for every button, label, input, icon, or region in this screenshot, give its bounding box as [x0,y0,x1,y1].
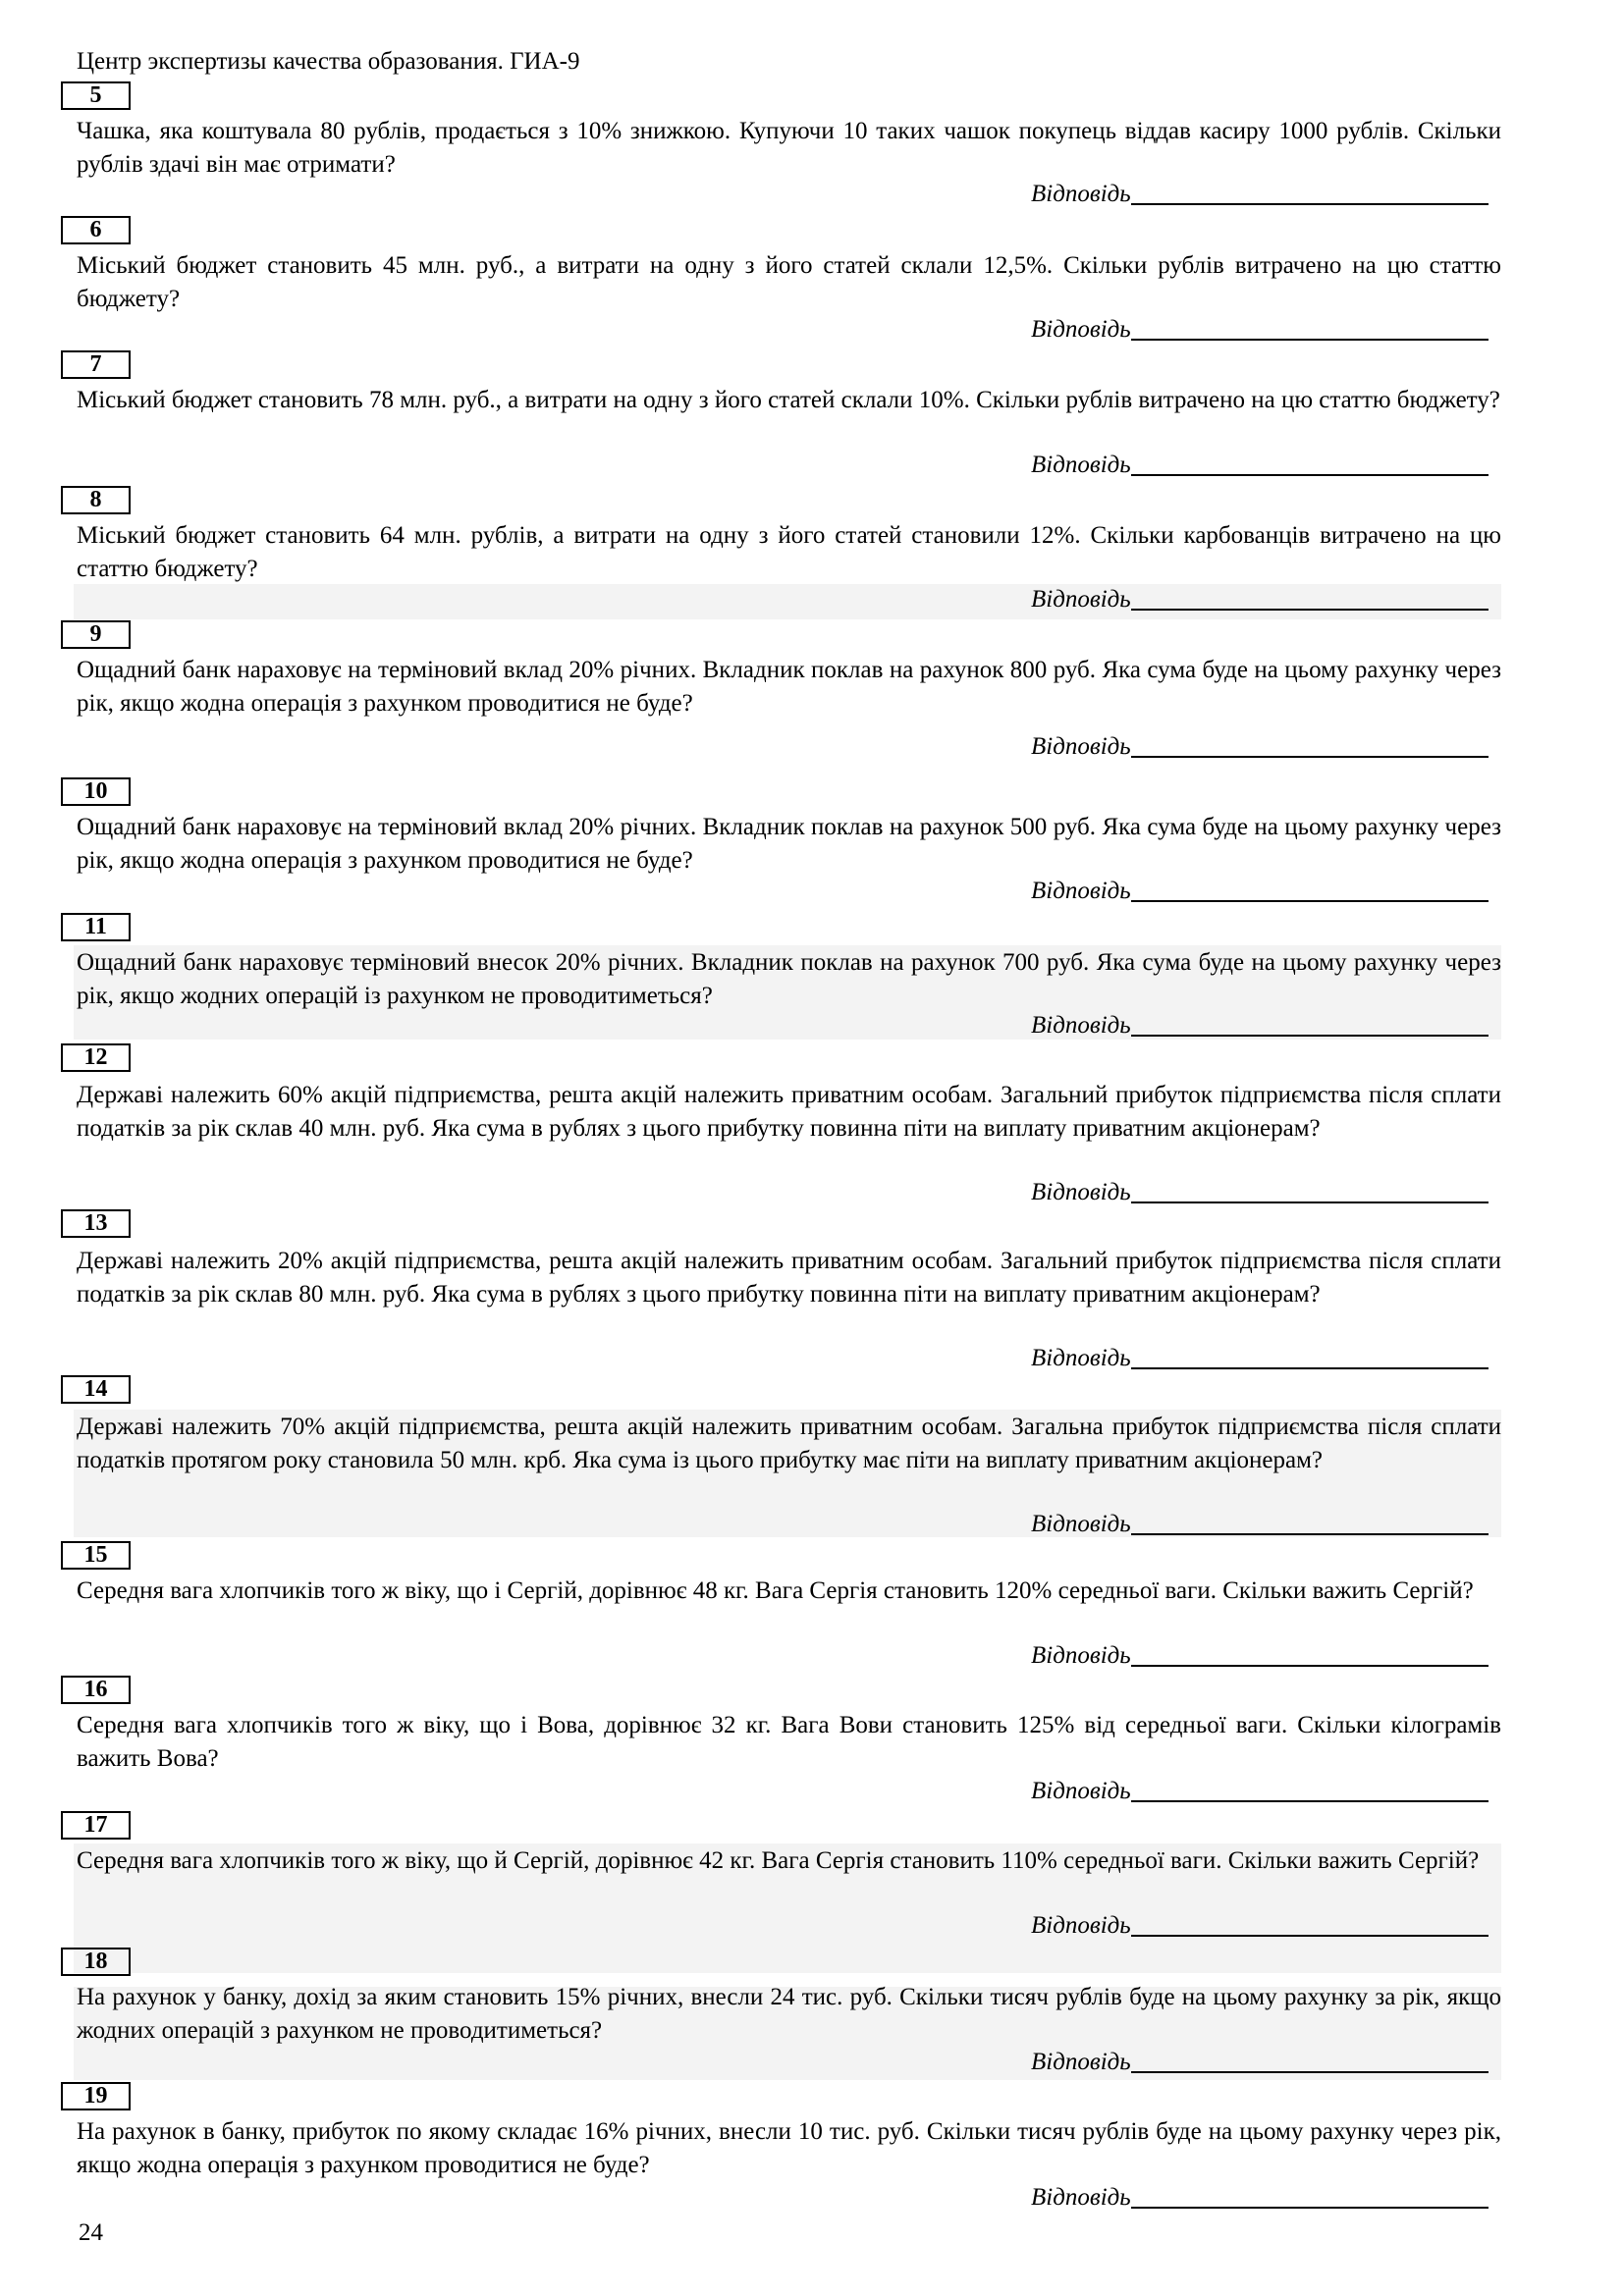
answer-field[interactable] [1031,1912,1489,1940]
answer-line[interactable] [1131,2071,1489,2073]
question-text: Міський бюджет становить 45 млн. руб., а витрати на одну з його статей склали 12,5%. Скільки рублів витрачено на цю статтю бюджету? [77,252,1501,312]
question-text: Державі належить 60% акцій підприємства, решта акцій належить приватним особам. Загальний прибуток підприємства після сплати податків за рік склав 40 млн. руб. Яка сума в рублях з цього прибутку повинна піти на виплату приватним акціонерам? [77,1082,1501,1142]
answer-line[interactable] [1131,900,1489,902]
question-number-box: 6 [61,216,131,244]
answer-line[interactable] [1131,1367,1489,1369]
question-number-box: 13 [61,1209,131,1238]
answer-label: Відповідь [1031,181,1131,207]
answer-label: Відповідь [1031,1778,1131,1804]
question-text: На рахунок у банку, дохід за яким становить 15% річних, внесли 24 тис. руб. Скільки тисяч рублів буде на цьому рахунку за рік, якщо жодних операцій з рахунком не проводитиметься? [77,1984,1501,2044]
question-number-box: 12 [61,1043,131,1072]
question-number-box: 10 [61,777,131,806]
answer-field[interactable] [1031,1345,1489,1372]
answer-field[interactable] [1031,181,1489,208]
answer-label: Відповідь [1031,1012,1131,1039]
answer-label: Відповідь [1031,452,1131,478]
answer-line[interactable] [1131,1035,1489,1037]
answer-label: Відповідь [1031,878,1131,904]
answer-label: Відповідь [1031,1345,1131,1371]
answer-field[interactable] [1031,316,1489,344]
answer-field[interactable] [1031,1179,1489,1206]
answer-line[interactable] [1131,1201,1489,1203]
question-text: Міський бюджет становить 64 млн. рублів, а витрати на одну з його статей становили 12%. Скільки карбованців витрачено на цю статтю бюджету? [77,522,1501,582]
answer-field[interactable] [1031,1012,1489,1040]
answer-label: Відповідь [1031,1912,1131,1939]
question-text: Середня вага хлопчиків того ж віку, що й Сергій, дорівнює 42 кг. Вага Сергія становить 110% середньої ваги. Скільки важить Сергій? [77,1847,1480,1874]
document-header: Центр экспертизы качества образования. ГИА-9 [77,48,580,75]
question-number-box: 14 [61,1375,131,1404]
answer-line[interactable] [1131,1665,1489,1667]
answer-field[interactable] [1031,586,1489,614]
question-text: Державі належить 20% акцій підприємства, решта акцій належить приватним особам. Загальний прибуток підприємства після сплати податків за рік склав 80 млн. руб. Яка сума в рублях з цього прибутку повинна піти на виплату приватним акціонерам? [77,1248,1501,1308]
answer-line[interactable] [1131,339,1489,341]
answer-label: Відповідь [1031,733,1131,760]
answer-field[interactable] [1031,1778,1489,1805]
answer-field[interactable] [1031,452,1489,479]
answer-field[interactable] [1031,2184,1489,2212]
answer-line[interactable] [1131,756,1489,758]
question-text: На рахунок в банку, прибуток по якому складає 16% річних, внесли 10 тис. руб. Скільки тисяч рублів буде на цьому рахунку через рік, якщо жодна операція з рахунком проводитися не буде? [77,2118,1501,2178]
answer-line[interactable] [1131,203,1489,205]
answer-line[interactable] [1131,2207,1489,2209]
answer-label: Відповідь [1031,2049,1131,2075]
question-number-box: 7 [61,350,131,379]
question-number-box: 17 [61,1811,131,1840]
answer-field[interactable] [1031,733,1489,761]
question-number-box: 5 [61,81,131,110]
question-text: Середня вага хлопчиків того ж віку, що і Сергій, дорівнює 48 кг. Вага Сергія становить 120% середньої ваги. Скільки важить Сергій? [77,1577,1474,1604]
question-number-box: 15 [61,1541,131,1570]
page-number: 24 [79,2219,103,2246]
question-text: Ощадний банк нараховує терміновий внесок 20% річних. Вкладник поклав на рахунок 700 руб. Яка сума буде на цьому рахунку через рік, якщо жодних операцій із рахунком не проводитиметься? [77,949,1501,1009]
question-text: Ощадний банк нараховує на терміновий вклад 20% річних. Вкладник поклав на рахунок 500 руб. Яка сума буде на цьому рахунку через рік, якщо жодна операція з рахунком проводитися не буде? [77,814,1501,874]
question-number-box: 19 [61,2082,131,2110]
answer-line[interactable] [1131,1935,1489,1937]
question-number-box: 18 [61,1948,131,1976]
answer-field[interactable] [1031,2049,1489,2076]
question-number-box: 11 [61,913,131,941]
answer-label: Відповідь [1031,1179,1131,1205]
answer-line[interactable] [1131,609,1489,611]
question-number-box: 9 [61,620,131,649]
question-number-box: 8 [61,486,131,514]
question-text: Чашка, яка коштувала 80 рублів, продається з 10% знижкою. Купуючи 10 таких чашок покупець віддав касиру 1000 рублів. Скільки рублів здачі він має отримати? [77,118,1501,178]
question-text: Державі належить 70% акцій підприємства, решта акцій належить приватним особам. Загальна прибуток підприємства після сплати податків протягом року становила 50 млн. крб. Яка сума із цього прибутку має піти на виплату приватним акціонерам? [77,1414,1501,1473]
answer-label: Відповідь [1031,316,1131,343]
answer-label: Відповідь [1031,1642,1131,1669]
question-number-box: 16 [61,1676,131,1704]
answer-field[interactable] [1031,878,1489,905]
question-text: Міський бюджет становить 78 млн. руб., а витрати на одну з його статей склали 10%. Скільки рублів витрачено на цю статтю бюджету? [77,387,1500,413]
question-text: Ощадний банк нараховує на терміновий вклад 20% річних. Вкладник поклав на рахунок 800 руб. Яка сума буде на цьому рахунку через рік, якщо жодна операція з рахунком проводитися не буде? [77,657,1501,717]
answer-line[interactable] [1131,1800,1489,1802]
answer-label: Відповідь [1031,1511,1131,1537]
answer-line[interactable] [1131,1533,1489,1535]
answer-field[interactable] [1031,1642,1489,1670]
answer-label: Відповідь [1031,2184,1131,2211]
answer-line[interactable] [1131,474,1489,476]
answer-label: Відповідь [1031,586,1131,613]
question-text: Середня вага хлопчиків того ж віку, що і Вова, дорівнює 32 кг. Вага Вови становить 125% від середньої ваги. Скільки кілограмів важить Вова? [77,1712,1501,1772]
answer-field[interactable] [1031,1511,1489,1538]
